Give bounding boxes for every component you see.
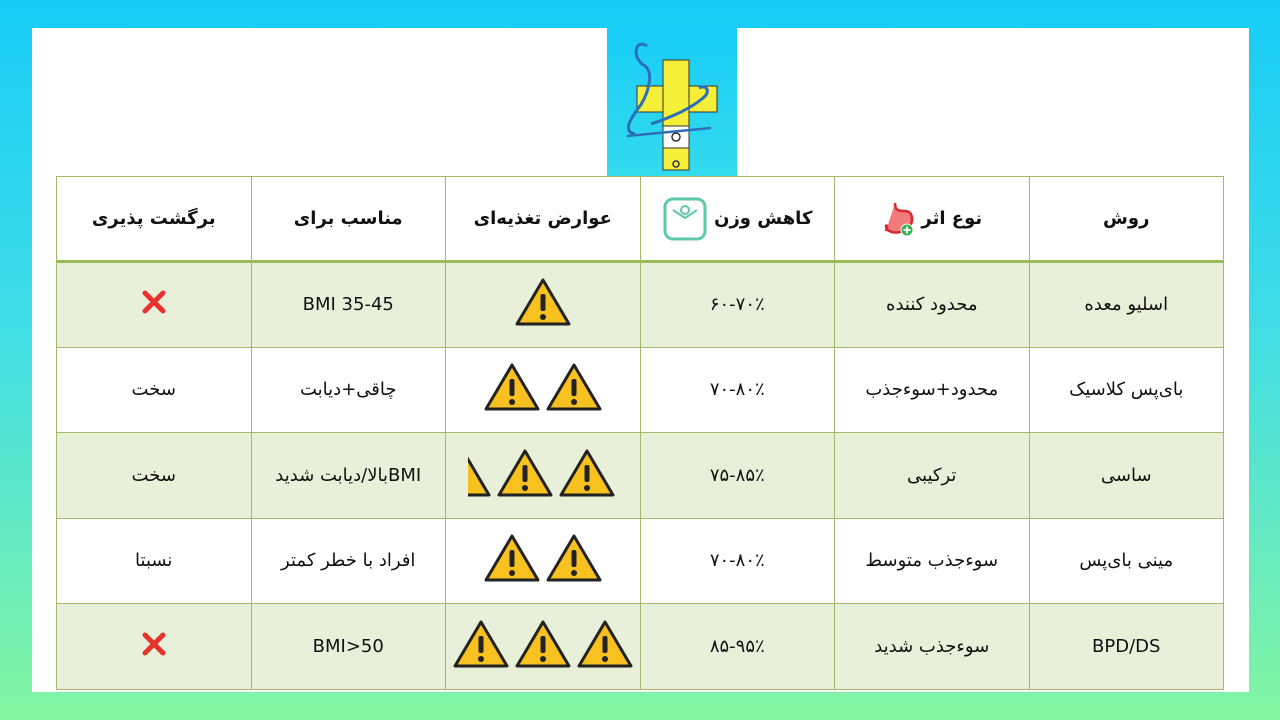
scale-icon xyxy=(662,196,708,242)
cell-method: BPD/DS xyxy=(1029,604,1224,690)
header-effect: نوع اثر xyxy=(835,177,1030,262)
table-row xyxy=(57,518,1224,604)
warning-triangle-icon xyxy=(514,619,572,669)
comparison-table xyxy=(56,176,1224,690)
warning-triangle-icon xyxy=(483,362,541,412)
warning-triangle-icon xyxy=(576,619,634,669)
table-row xyxy=(57,433,1224,519)
cell-nutrition-risk xyxy=(446,604,641,690)
cell-method: اسلیو معده xyxy=(1029,262,1224,348)
cell-suitable-for: چاقی+دیابت xyxy=(251,347,446,433)
table-row xyxy=(57,347,1224,433)
header-suitable-for: مناسب برای xyxy=(251,177,446,262)
logo-emblem xyxy=(607,28,737,194)
cell-reversibility: نسبتا xyxy=(57,518,252,604)
table-header-row xyxy=(57,177,1224,262)
cell-method: مینی بای‌پس xyxy=(1029,518,1224,604)
header-weight-loss: کاهش وزن xyxy=(640,177,835,262)
cell-nutrition-risk xyxy=(446,433,641,519)
cell-suitable-for: BMI 35-45 xyxy=(251,262,446,348)
cell-reversibility: سخت xyxy=(57,347,252,433)
warning-triangle-icon xyxy=(496,448,554,498)
cell-effect: ترکیبی xyxy=(835,433,1030,519)
table-row xyxy=(57,604,1224,690)
cell-method: بای‌پس کلاسیک xyxy=(1029,347,1224,433)
header-nutrition-risk: عوارض تغذیه‌ای xyxy=(446,177,641,262)
cell-reversibility: سخت xyxy=(57,433,252,519)
cell-weight-loss: ۸۵-۹۵٪ xyxy=(640,604,835,690)
cell-effect: محدود+سوءجذب xyxy=(835,347,1030,433)
cell-suitable-for: BMIبالا/دیابت شدید xyxy=(251,433,446,519)
warning-group xyxy=(468,448,618,498)
cell-weight-loss: ۷۰-۸۰٪ xyxy=(640,347,835,433)
warning-group xyxy=(450,619,636,669)
cell-reversibility xyxy=(57,604,252,690)
header-method: روش xyxy=(1029,177,1224,262)
warning-triangle-icon xyxy=(483,533,541,583)
warning-triangle-icon xyxy=(545,362,603,412)
cell-suitable-for: BMI>50 xyxy=(251,604,446,690)
warning-triangle-icon xyxy=(468,448,492,498)
stomach-icon xyxy=(881,201,915,237)
logo xyxy=(607,28,737,194)
warning-triangle-icon xyxy=(514,277,572,327)
cell-nutrition-risk xyxy=(446,262,641,348)
cell-nutrition-risk xyxy=(446,518,641,604)
cell-effect: سوءجذب شدید xyxy=(835,604,1030,690)
cell-nutrition-risk xyxy=(446,347,641,433)
x-mark-icon xyxy=(141,631,167,657)
cell-method: ساسی xyxy=(1029,433,1224,519)
header-reversibility: برگشت پذیری xyxy=(57,177,252,262)
warning-group xyxy=(512,277,574,327)
cell-weight-loss: ۷۵-۸۵٪ xyxy=(640,433,835,519)
cell-weight-loss: ۷۰-۸۰٪ xyxy=(640,518,835,604)
cell-weight-loss: ۶۰-۷۰٪ xyxy=(640,262,835,348)
x-mark-icon xyxy=(141,289,167,315)
warning-triangle-icon xyxy=(452,619,510,669)
cell-effect: سوءجذب متوسط xyxy=(835,518,1030,604)
cell-reversibility xyxy=(57,262,252,348)
cell-effect: محدود کننده xyxy=(835,262,1030,348)
warning-group xyxy=(481,362,605,412)
table-row xyxy=(57,262,1224,348)
warning-triangle-icon xyxy=(545,533,603,583)
warning-group xyxy=(481,533,605,583)
warning-triangle-icon xyxy=(558,448,616,498)
cell-suitable-for: افراد با خطر کمتر xyxy=(251,518,446,604)
